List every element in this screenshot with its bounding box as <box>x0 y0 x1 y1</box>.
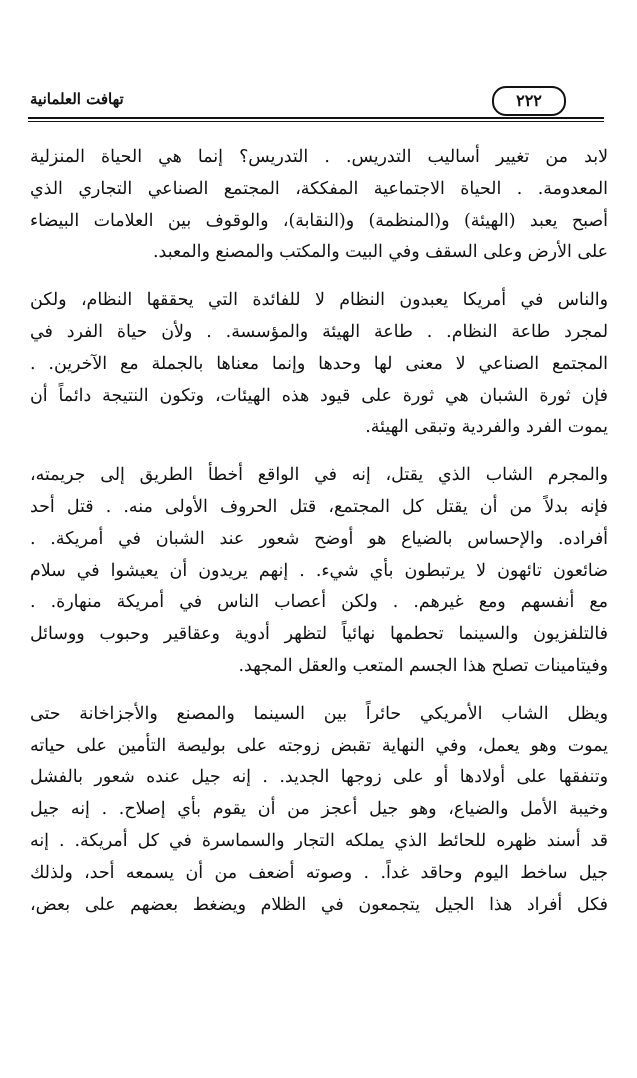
text-line: أصبح يعبد (الهيئة) و(المنظمة) و(النقابة)، والوقوف بين العلامات البيضاء <box>30 210 608 231</box>
text-line: ضائعون تائهون لا يرتبطون بأي شيء. . إنهم يريدون أن يعيشوا في سلام <box>30 560 608 581</box>
text-line: يموت الفرد والفردية وتبقى الهيئة. <box>365 417 608 438</box>
text-line: قد أسند ظهره للحائط الذي يملكه التجار والسماسرة في كل أمريكة. . إنه <box>30 830 608 851</box>
text-line: المعدومة. . الحياة الاجتماعية المفككة، المجتمع الصناعي التجاري الذي <box>30 178 608 199</box>
text-line: فالتلفزيون والسينما تحطمها نهائياً لتظهر أدوية وعقاقير وحبوب ووسائل <box>30 624 608 645</box>
text-line: أفراده. والإحساس بالضياع هو أوضح شعور عند الشبان في أمريكة. . <box>30 528 608 549</box>
text-line: فكل أفراد هذا الجيل يتجمعون في الظلام ويضغط بعضهم على بعض، <box>30 894 608 915</box>
text-line: والناس في أمريكا يعبدون النظام لا للفائدة التي يحققها النظام، ولكن <box>30 290 608 311</box>
text-line: وتنفقها على أولادها أو على زوجها الجديد. . إنه جيل عنده شعور بالفشل <box>30 767 608 788</box>
paragraph <box>30 460 608 683</box>
running-header <box>28 88 604 124</box>
header-rule <box>28 117 604 119</box>
text-line: وفيتامينات تصلح هذا الجسم المتعب والعقل المجهد. <box>238 655 608 676</box>
text-line: فإنه بدلاً من أن يقتل كل المجتمع، قتل الحروف الأولى منه. . قتل أحد <box>30 496 608 517</box>
text-line: فإن ثورة الشبان هي ثورة على قيود هذه الهيئات، وتكون النتيجة دائماً أن <box>30 385 608 406</box>
header-rule-thin <box>28 121 604 122</box>
text-line: يموت وهو يعمل، وفي النهاية تقبض زوجته على بوليصة التأمين على حياته <box>30 735 608 756</box>
body-text <box>30 142 608 937</box>
text-line: والمجرم الشاب الذي يقتل، إنه في الواقع أخطأ الطريق إلى جريمته، <box>30 465 608 486</box>
text-line: على الأرض وعلى السقف وفي البيت والمكتب والمصنع والمعبد. <box>153 242 608 263</box>
page-number: ٢٢٢ <box>492 86 566 116</box>
paragraph <box>30 142 608 269</box>
text-line: مع أنفسهم ومع غيرهم. . ولكن أعصاب الناس في أمريكة منهارة. . <box>30 592 608 613</box>
text-line: لمجرد طاعة النظام. . طاعة الهيئة والمؤسسة. . ولأن حياة الفرد في <box>30 321 608 342</box>
text-line: ويظل الشاب الأمريكي حائراً بين السينما والمصنع والأجزاخانة حتى <box>30 703 608 724</box>
text-line: وخيبة الأمل والضياع، وهو جيل أعجز من أن يقوم بأي إصلاح. . إنه جيل <box>30 799 608 820</box>
text-line: لابد من تغيير أساليب التدريس. . التدريس؟ إنما هي الحياة المنزلية <box>30 147 608 167</box>
text-line: المجتمع الصناعي لا معنى لها وحدها وإنما معناها بالجملة مع الآخرين. . <box>30 353 608 374</box>
paragraph <box>30 285 608 444</box>
book-title: تهافت العلمانية <box>30 90 124 108</box>
paragraph <box>30 699 608 922</box>
text-line: جيل ساخط اليوم وحاقد غداً. . وصوته أضعف من أن يسمعه أحد، ولذلك <box>30 862 608 883</box>
